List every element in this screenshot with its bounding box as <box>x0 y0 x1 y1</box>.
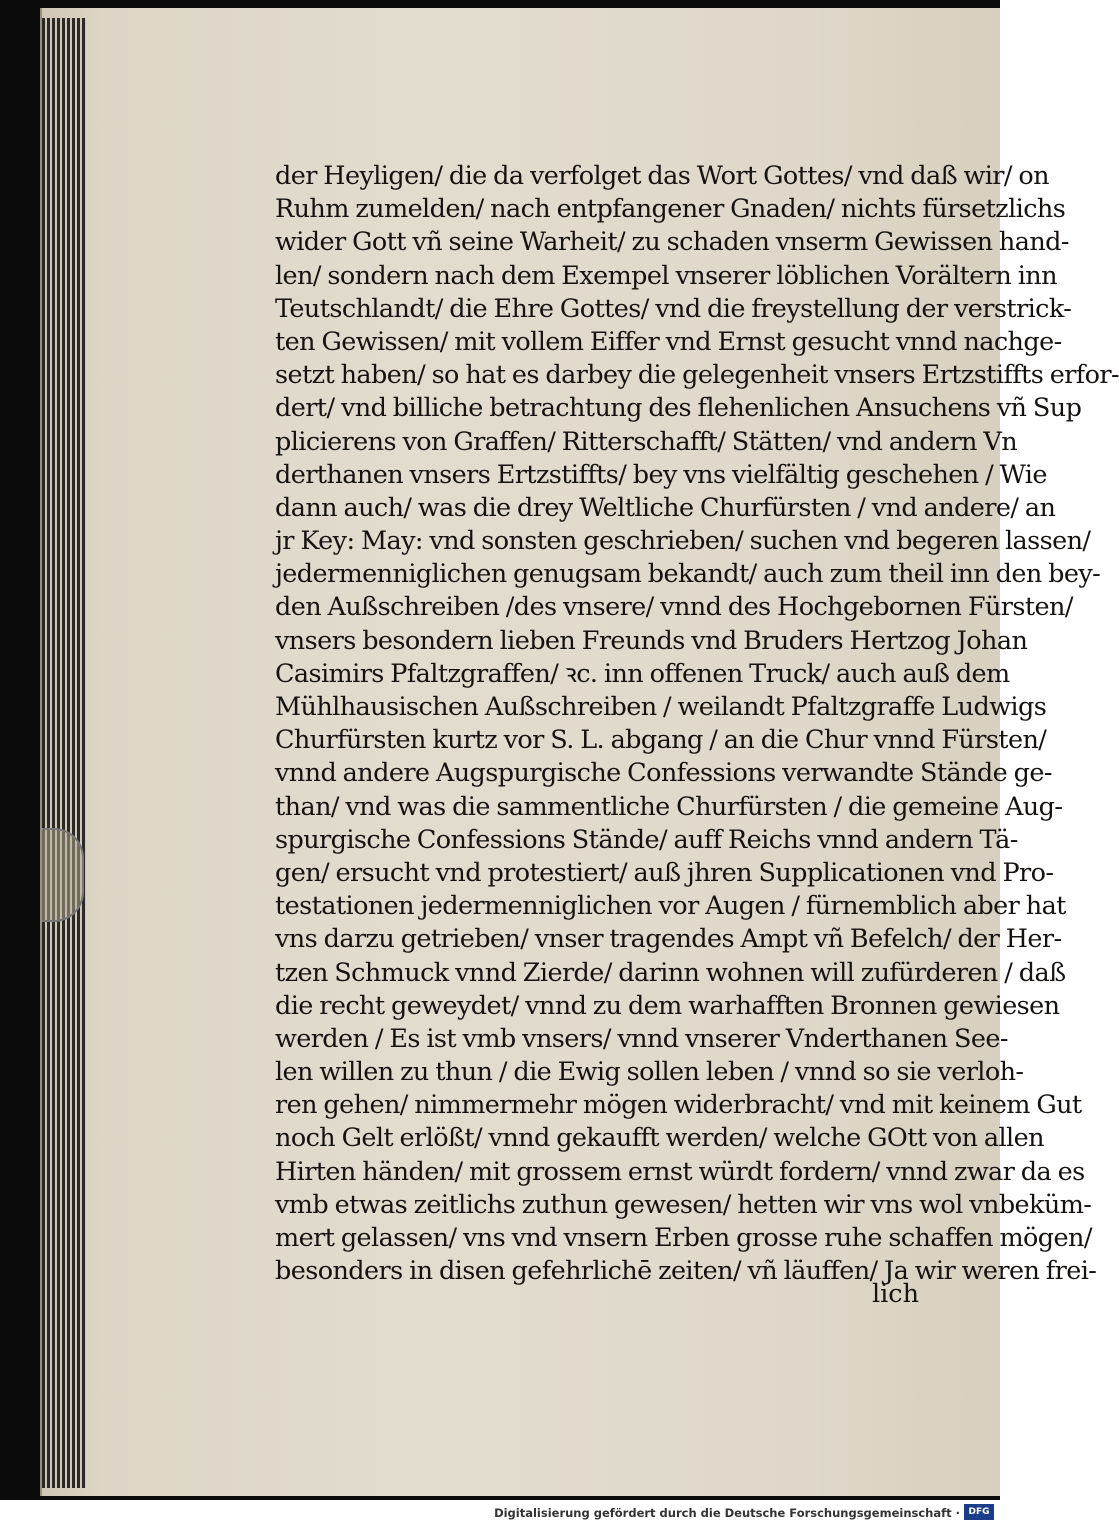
text-line: vnnd andere Augspurgische Confessions verwandte Stände ge- <box>275 758 1052 789</box>
text-line: ten Gewissen/ mit vollem Eiffer vnd Ernst gesucht vnnd nachge- <box>275 326 1062 357</box>
text-line: Ruhm zumelden/ nach entpfangener Gnaden/ nichts fürsetzlichs <box>275 194 1066 225</box>
text-line: derthanen vnsers Ertzstiffts/ bey vns vielfältig geschehen / Wie <box>275 459 1047 490</box>
text-line: Mühlhausischen Außschreiben / weilandt Pfaltzgraffe Ludwigs <box>275 692 1047 722</box>
page-edges <box>42 18 86 1488</box>
text-line: len willen zu thun / die Ewig sollen leben / vnnd so sie verloh- <box>275 1057 1024 1088</box>
text-line: vmb etwas zeitlichs zuthun gewesen/ hetten wir vns wol vnbeküm- <box>275 1189 1092 1220</box>
text-line: besonders in disen gefehrlichē zeiten/ vñ läuffen/ Ja wir weren frei- <box>275 1256 1097 1287</box>
digitization-credit: Digitalisierung gefördert durch die Deutsche Forschungsgemeinschaft · <box>494 1506 960 1520</box>
text-line: jedermenniglichen genugsam bekandt/ auch zum theil inn den bey- <box>275 559 1101 590</box>
text-line: die recht geweydet/ vnnd zu dem warhafften Bronnen gewiesen <box>275 990 1060 1021</box>
text-line: vnsers besondern lieben Freunds vnd Bruders Hertzog Johan <box>275 625 1028 656</box>
text-line: Teutschlandt/ die Ehre Gottes/ vnd die freystellung der verstrick- <box>275 293 1072 324</box>
text-line: den Außschreiben /des vnsere/ vnnd des Hochgebornen Fürsten/ <box>275 592 1073 623</box>
text-line: spurgische Confessions Stände/ auff Reichs vnnd andern Tä- <box>275 824 1018 855</box>
text-line: dann auch/ was die drey Weltliche Churfürsten / vnd andere/ an <box>275 492 1056 523</box>
clip-mark <box>42 828 84 922</box>
text-line: setzt haben/ so hat es darbey die gelegenheit vnsers Ertzstiffts erfor- <box>275 360 1119 391</box>
text-line: werden / Es ist vmb vnsers/ vnnd vnserer Vnderthanen See- <box>275 1023 1008 1054</box>
text-line: Hirten händen/ mit grossem ernst würdt fordern/ vnnd zwar da es <box>275 1156 1085 1187</box>
text-line: wider Gott vñ seine Warheit/ zu schaden vnserm Gewissen hand- <box>275 227 1069 258</box>
text-line: noch Gelt erlößt/ vnnd gekaufft werden/ welche GOtt von allen <box>275 1123 1044 1154</box>
text-line: der Heyligen/ die da verfolget das Wort Gottes/ vnd daß wir/ on <box>275 161 1049 191</box>
text-line: Casimirs Pfaltzgraffen/ ꝛc. inn offenen Truck/ auch auß dem <box>275 658 1010 689</box>
text-line: len/ sondern nach dem Exempel vnserer löblichen Vorältern inn <box>275 260 1057 291</box>
text-line: dert/ vnd billiche betrachtung des flehenlichen Ansuchens vñ Sup <box>275 393 1082 424</box>
text-line: mert gelassen/ vns vnd vnsern Erben grosse ruhe schaffen mögen/ <box>275 1223 1092 1253</box>
text-line: testationen jedermenniglichen vor Augen / fürnemblich aber hat <box>275 891 1066 922</box>
dfg-logo-icon: DFG <box>964 1504 994 1520</box>
page-text-block <box>275 160 1119 1288</box>
text-line: gen/ ersucht vnd protestiert/ auß jhren Supplicationen vnd Pro- <box>275 857 1054 888</box>
text-line: tzen Schmuck vnnd Zierde/ darinn wohnen will zufürderen / daß <box>275 957 1066 988</box>
text-line: vns darzu getrieben/ vnser tragendes Ampt vñ Befelch/ der Her- <box>275 924 1062 955</box>
catchword: lich <box>872 1279 920 1309</box>
text-line: ren gehen/ nimmermehr mögen widerbracht/ vnd mit keinem Gut <box>275 1090 1082 1121</box>
text-line: Churfürsten kurtz vor S. L. abgang / an die Chur vnnd Fürsten/ <box>275 725 1047 756</box>
footer-bar <box>0 1500 1000 1527</box>
text-line: plicierens von Graffen/ Ritterschafft/ Stätten/ vnd andern Vn <box>275 426 1018 457</box>
text-line: than/ vnd was die sammentliche Churfürsten / die gemeine Aug- <box>275 791 1063 822</box>
text-line: jr Key: May: vnd sonsten geschrieben/ suchen vnd begeren lassen/ <box>275 526 1091 557</box>
